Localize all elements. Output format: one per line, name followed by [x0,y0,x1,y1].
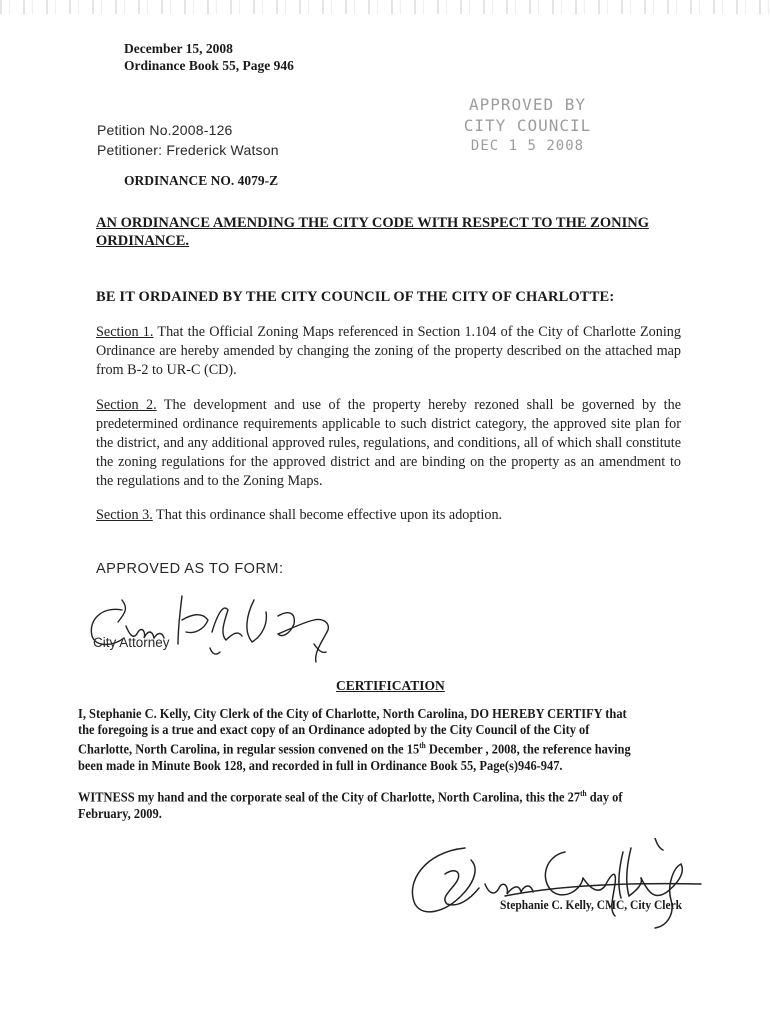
scan-edge-noise [0,0,770,14]
section-3 [96,506,681,525]
witness-text-b: day of February, 2009. [78,789,623,821]
petitioner-name: Petitioner: Frederick Watson [97,142,279,158]
witness-paragraph [78,786,644,822]
section-3-text: That this ordinance shall become effective upon its adoption. [152,507,503,523]
witness-text-a: WITNESS my hand and the corporate seal of the City of Charlotte, North Carolina, this the 27 [78,789,581,805]
document-header [124,40,294,74]
petition-number: Petition No.2008-126 [97,122,233,138]
stamp-date: DEC 1 5 2008 [470,138,585,154]
header-date: December 15, 2008 [124,41,233,56]
ordinance-title: AN ORDINANCE AMENDING THE CITY CODE WITH RESPECT TO THE ZONING ORDINANCE. [96,215,649,249]
section-1-text: That the Official Zoning Maps referenced in Section 1.104 of the City of Charlotte Zoning Ordinance are hereby amended by changing the zoning of the property described on the attached map from B-2 to UR-C (CD). [96,324,681,378]
certification-paragraph [78,706,644,774]
stamp-line-1: APPROVED BY [469,95,586,114]
section-2 [96,396,681,491]
section-2-text: The development and use of the property hereby rezoned shall be governed by the predetermined ordinance requirements applicable to such district category, the approved site plan for the district, and any additional approved rules, regulations, and conditions, all of which shall constitute the zoning regulations for the approved district and are binding on the property as an amendment to the regulations and to the Zoning Maps. [96,397,681,489]
certification-title: CERTIFICATION [336,678,445,693]
certification-text-a: I, Stephanie C. Kelly, City Clerk of the City of Charlotte, North Carolina, DO HEREBY CERTIFY that the foregoing is a true and exact copy of an Ordinance adopted by the City Council of the City of Charlotte, North Carolina, in regular session convened on the 15 [78,706,627,757]
city-attorney-signature [82,582,342,664]
section-1 [96,323,681,380]
header-ordinance-book: Ordinance Book 55, Page 946 [124,58,294,73]
city-clerk-name: Stephanie C. Kelly, CMC, City Clerk [500,898,683,912]
certification-ordinal: th [419,741,426,750]
stamp-line-2: CITY COUNCIL [463,116,592,135]
witness-ordinal: th [580,789,587,798]
city-clerk-signature [405,838,705,934]
city-attorney-label: City Attorney [93,635,170,650]
petition-block [97,120,279,160]
section-3-label: Section 3. [96,507,153,523]
section-1-label: Section 1. [96,324,154,340]
certification-text-b: December , 2008, the reference having been made in Minute Book 128, and recorded in full in Ordinance Book 55, Page(s)946-947. [78,741,631,773]
approved-as-to-form: APPROVED AS TO FORM: [96,561,284,577]
approval-stamp [445,94,610,157]
ordinance-number: ORDINANCE NO. 4079-Z [124,173,279,188]
section-2-label: Section 2. [96,397,157,413]
ordaining-clause: BE IT ORDAINED BY THE CITY COUNCIL OF THE CITY OF CHARLOTTE: [96,289,615,305]
